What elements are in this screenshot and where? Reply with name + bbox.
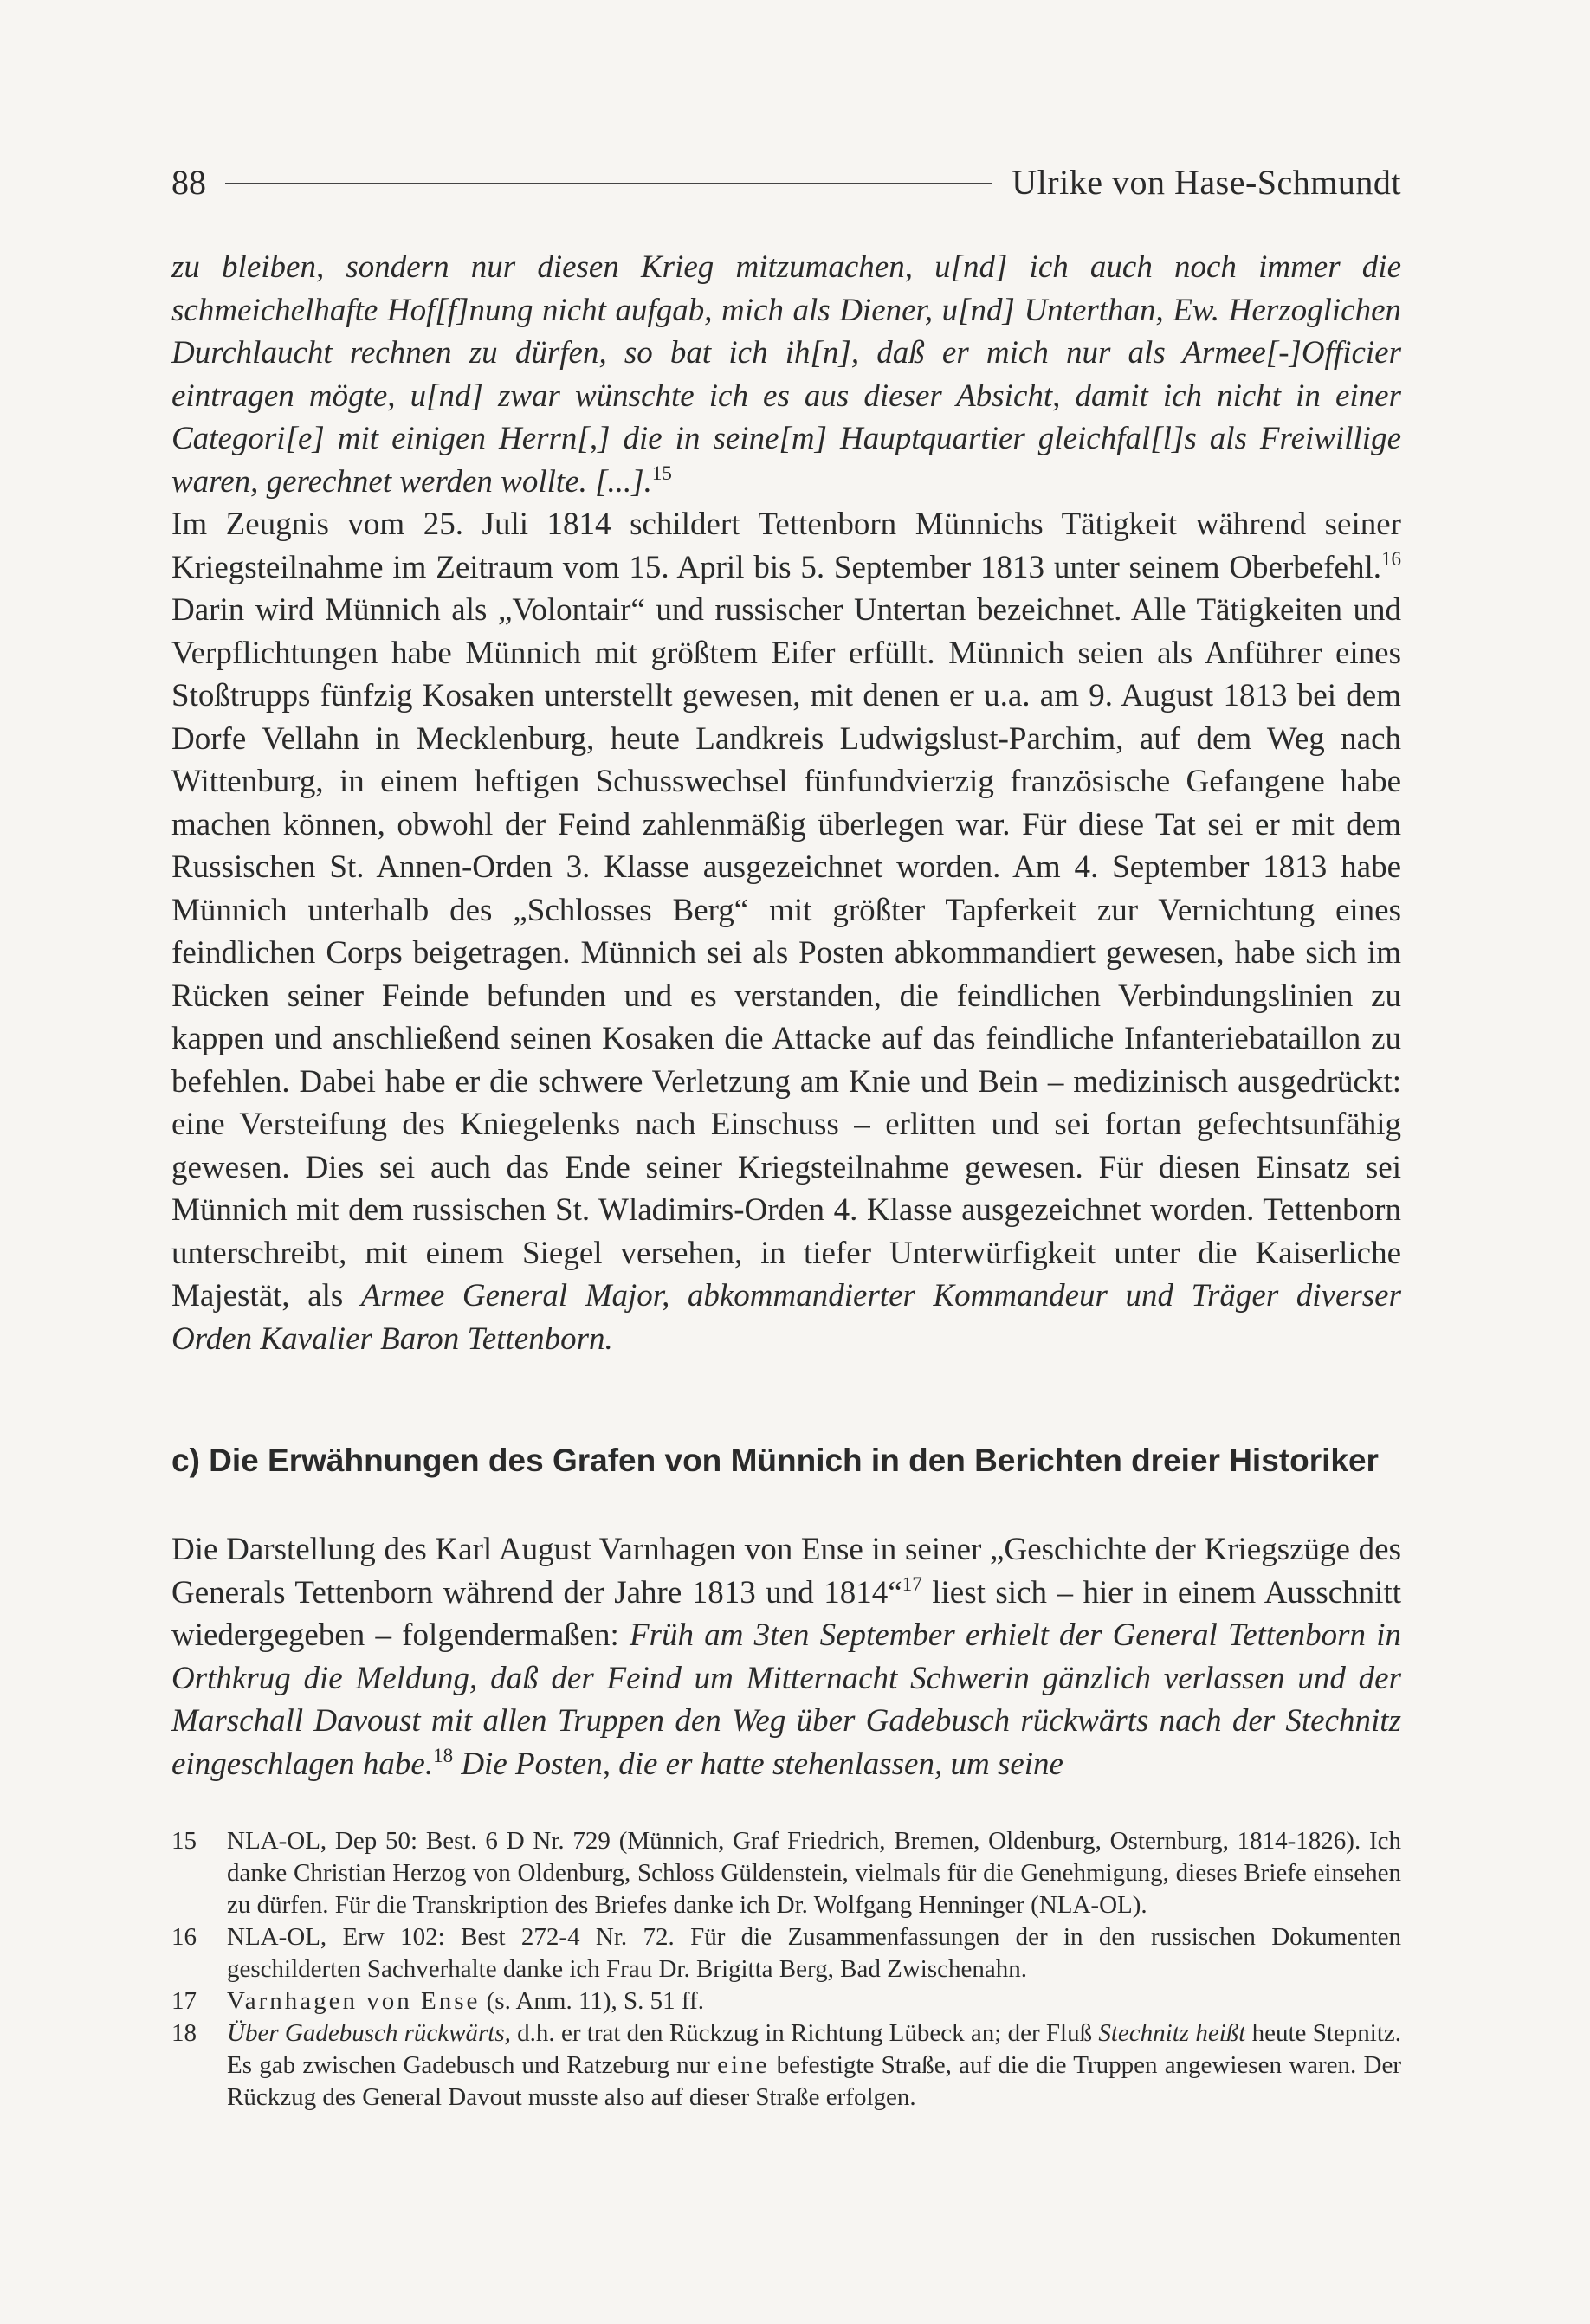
running-title: Ulrike von Hase-Schmundt xyxy=(1012,162,1401,202)
footnote-ref-15: 15 xyxy=(651,462,672,484)
footnote-emphasis: eine xyxy=(717,2051,770,2079)
author-name: Varnhagen von Ense xyxy=(227,1987,481,2015)
footnote-text xyxy=(227,2017,1401,2114)
footnote-number: 17 xyxy=(171,1987,197,2015)
section-heading: c) Die Erwähnungen des Grafen von Münnich in den Berichten dreier Historiker xyxy=(171,1443,1379,1478)
footnote-number: 16 xyxy=(171,1923,197,1951)
running-header xyxy=(171,156,1401,208)
footnote-ref-18: 18 xyxy=(433,1744,454,1766)
footnote-text-part: heute Stepnitz. Es gab zwischen Gadebusch und Ratzeburg nur xyxy=(227,2019,1401,2079)
paragraph-varnhagen xyxy=(171,1528,1401,1785)
footnote-18 xyxy=(171,2017,1401,2114)
footnote-text-part: befestigte Straße, auf die die Truppen angewiesen waren. Der Rückzug des General Davout musste also auf dieser Straße erfolgen. xyxy=(227,2051,1401,2111)
footnote-text-part: (s. Anm. 11), S. 51 ff. xyxy=(480,1987,704,2015)
header-rule xyxy=(225,183,992,184)
footnote-italic: Über Gadebusch rückwärts, xyxy=(227,2019,511,2047)
footnote-italic: Stechnitz heißt xyxy=(1098,2019,1246,2047)
paragraph-text: liest sich – hier in einem Ausschnitt wiedergegeben – folgendermaßen: xyxy=(171,1574,1401,1653)
footnote-ref-16: 16 xyxy=(1381,547,1401,570)
block-quote xyxy=(171,246,1401,503)
page-number: 88 xyxy=(171,162,206,202)
quote-text: zu bleiben, sondern nur diesen Krieg mitzumachen, u[nd] ich auch noch immer die schmeichelhafte Hof[f]nung nicht aufgab, mich als Diener, u[nd] Unterthan, Ew. Herzoglichen Durchlaucht rechnen zu dürfen, so bat ich ih[n], daß er mich nur als Armee[-]Officier eintragen mögte, u[nd] zwar wünschte ich es aus dieser Absicht, damit ich nicht in einer Categori[e] mit einigen Herrn[,] die in seine[m] Hauptquartier gleichfal[l]s als Freiwillige waren, gerechnet werden wollte. [...]. xyxy=(171,249,1401,500)
paragraph-text: Die Darstellung des Karl August Varnhagen von Ense in seiner „Geschichte der Kriegszüge des Generals Tettenborn während der Jahre 1813 und 1814“ xyxy=(171,1532,1401,1611)
footnote-text: NLA-OL, Erw 102: Best 272-4 Nr. 72. Für die Zusammenfassungen der in den russischen Dokumenten geschilderten Sachverhalte danke ich Frau Dr. Brigitta Berg, Bad Zwischenahn. xyxy=(227,1923,1401,1983)
main-text xyxy=(171,246,1401,1785)
footnote-number: 18 xyxy=(171,2019,197,2047)
quoted-text: Die Posten, die er hatte stehenlassen, um seine xyxy=(453,1746,1063,1782)
footnote-ref-17: 17 xyxy=(902,1572,922,1595)
quoted-text: Früh am 3ten September erhielt der General Tettenborn in Orthkrug die Meldung, daß der Feind um Mitternacht Schwerin gänzlich verlassen und der Marschall Davoust mit allen Truppen den Weg über Gadebusch rückwärts nach der Stechnitz eingeschlagen habe. xyxy=(171,1617,1401,1782)
footnote-text-part: d.h. er trat den Rückzug in Richtung Lübeck an; der Fluß xyxy=(510,2019,1099,2047)
page xyxy=(171,156,1401,1785)
footnote-text: NLA-OL, Dep 50: Best. 6 D Nr. 729 (Münnich, Graf Friedrich, Bremen, Oldenburg, Osternburg, 1814-1826). Ich danke Christian Herzog von Oldenburg, Schloss Güldenstein, vielmals für die Genehmigung, dieses Briefe einsehen zu dürfen. Für die Transkription des Briefes danke ich Dr. Wolfgang Henninger (NLA-OL). xyxy=(227,1827,1401,1919)
footnotes xyxy=(171,1825,1401,2114)
footnote-17 xyxy=(171,1985,1401,2017)
footnote-15 xyxy=(171,1825,1401,1921)
paragraph-text: Im Zeugnis vom 25. Juli 1814 schildert Tettenborn Münnichs Tätigkeit während seiner Kriegsteilnahme im Zeitraum vom 15. April bis 5. September 1813 unter seinem Oberbefehl. xyxy=(171,507,1401,585)
footnote-16 xyxy=(171,1921,1401,1985)
paragraph-testimony xyxy=(171,503,1401,1360)
paragraph-text: Darin wird Münnich als „Volontair“ und russischer Untertan bezeichnet. Alle Tätigkeiten und Verpflichtungen habe Münnich mit größtem Eifer erfüllt. Münnich seien als Anführer eines Stoßtrupps fünfzig Kosaken unterstellt gewesen, mit denen er u.a. am 9. August 1813 bei dem Dorfe Vellahn in Mecklenburg, heute Landkreis Ludwigslust-Parchim, auf dem Weg nach Wittenburg, in einem heftigen Schusswechsel fünfundvierzig französische Gefangene habe machen können, obwohl der Feind zahlenmäßig überlegen war. Für diese Tat sei er mit dem Russischen St. Annen-Orden 3. Klasse ausgezeichnet worden. Am 4. September 1813 habe Münnich unterhalb des „Schlosses Berg“ mit größter Tapferkeit zur Vernichtung eines feindlichen Corps beigetragen. Münnich sei als Posten abkommandiert gewesen, habe sich im Rücken seiner Feinde befunden und es verstanden, die feindlichen Verbindungslinien zu kappen und anschließend seinen Kosaken die Attacke auf das feindliche Infanteriebataillon zu befehlen. Dabei habe er die schwere Verletzung am Knie und Bein – medizinisch ausgedrückt: eine Versteifung des Kniegelenks nach Einschuss – erlitten und sei fortan gefechtsunfähig gewesen. Dies sei auch das Ende seiner Kriegsteilnahme gewesen. Für diesen Einsatz sei Münnich mit dem russischen St. Wladimirs-Orden 4. Klasse ausgezeichnet worden. Tettenborn unterschreibt, mit einem Siegel versehen, in tiefer Unterwürfigkeit unter die Kaiserliche Majestät, als xyxy=(171,592,1401,1314)
signature-title: Armee General Major, abkommandierter Kommandeur und Träger diverser Orden Kavalier Baron Tettenborn. xyxy=(171,1278,1401,1357)
footnote-text xyxy=(227,1985,1401,2017)
footnote-number: 15 xyxy=(171,1827,197,1855)
